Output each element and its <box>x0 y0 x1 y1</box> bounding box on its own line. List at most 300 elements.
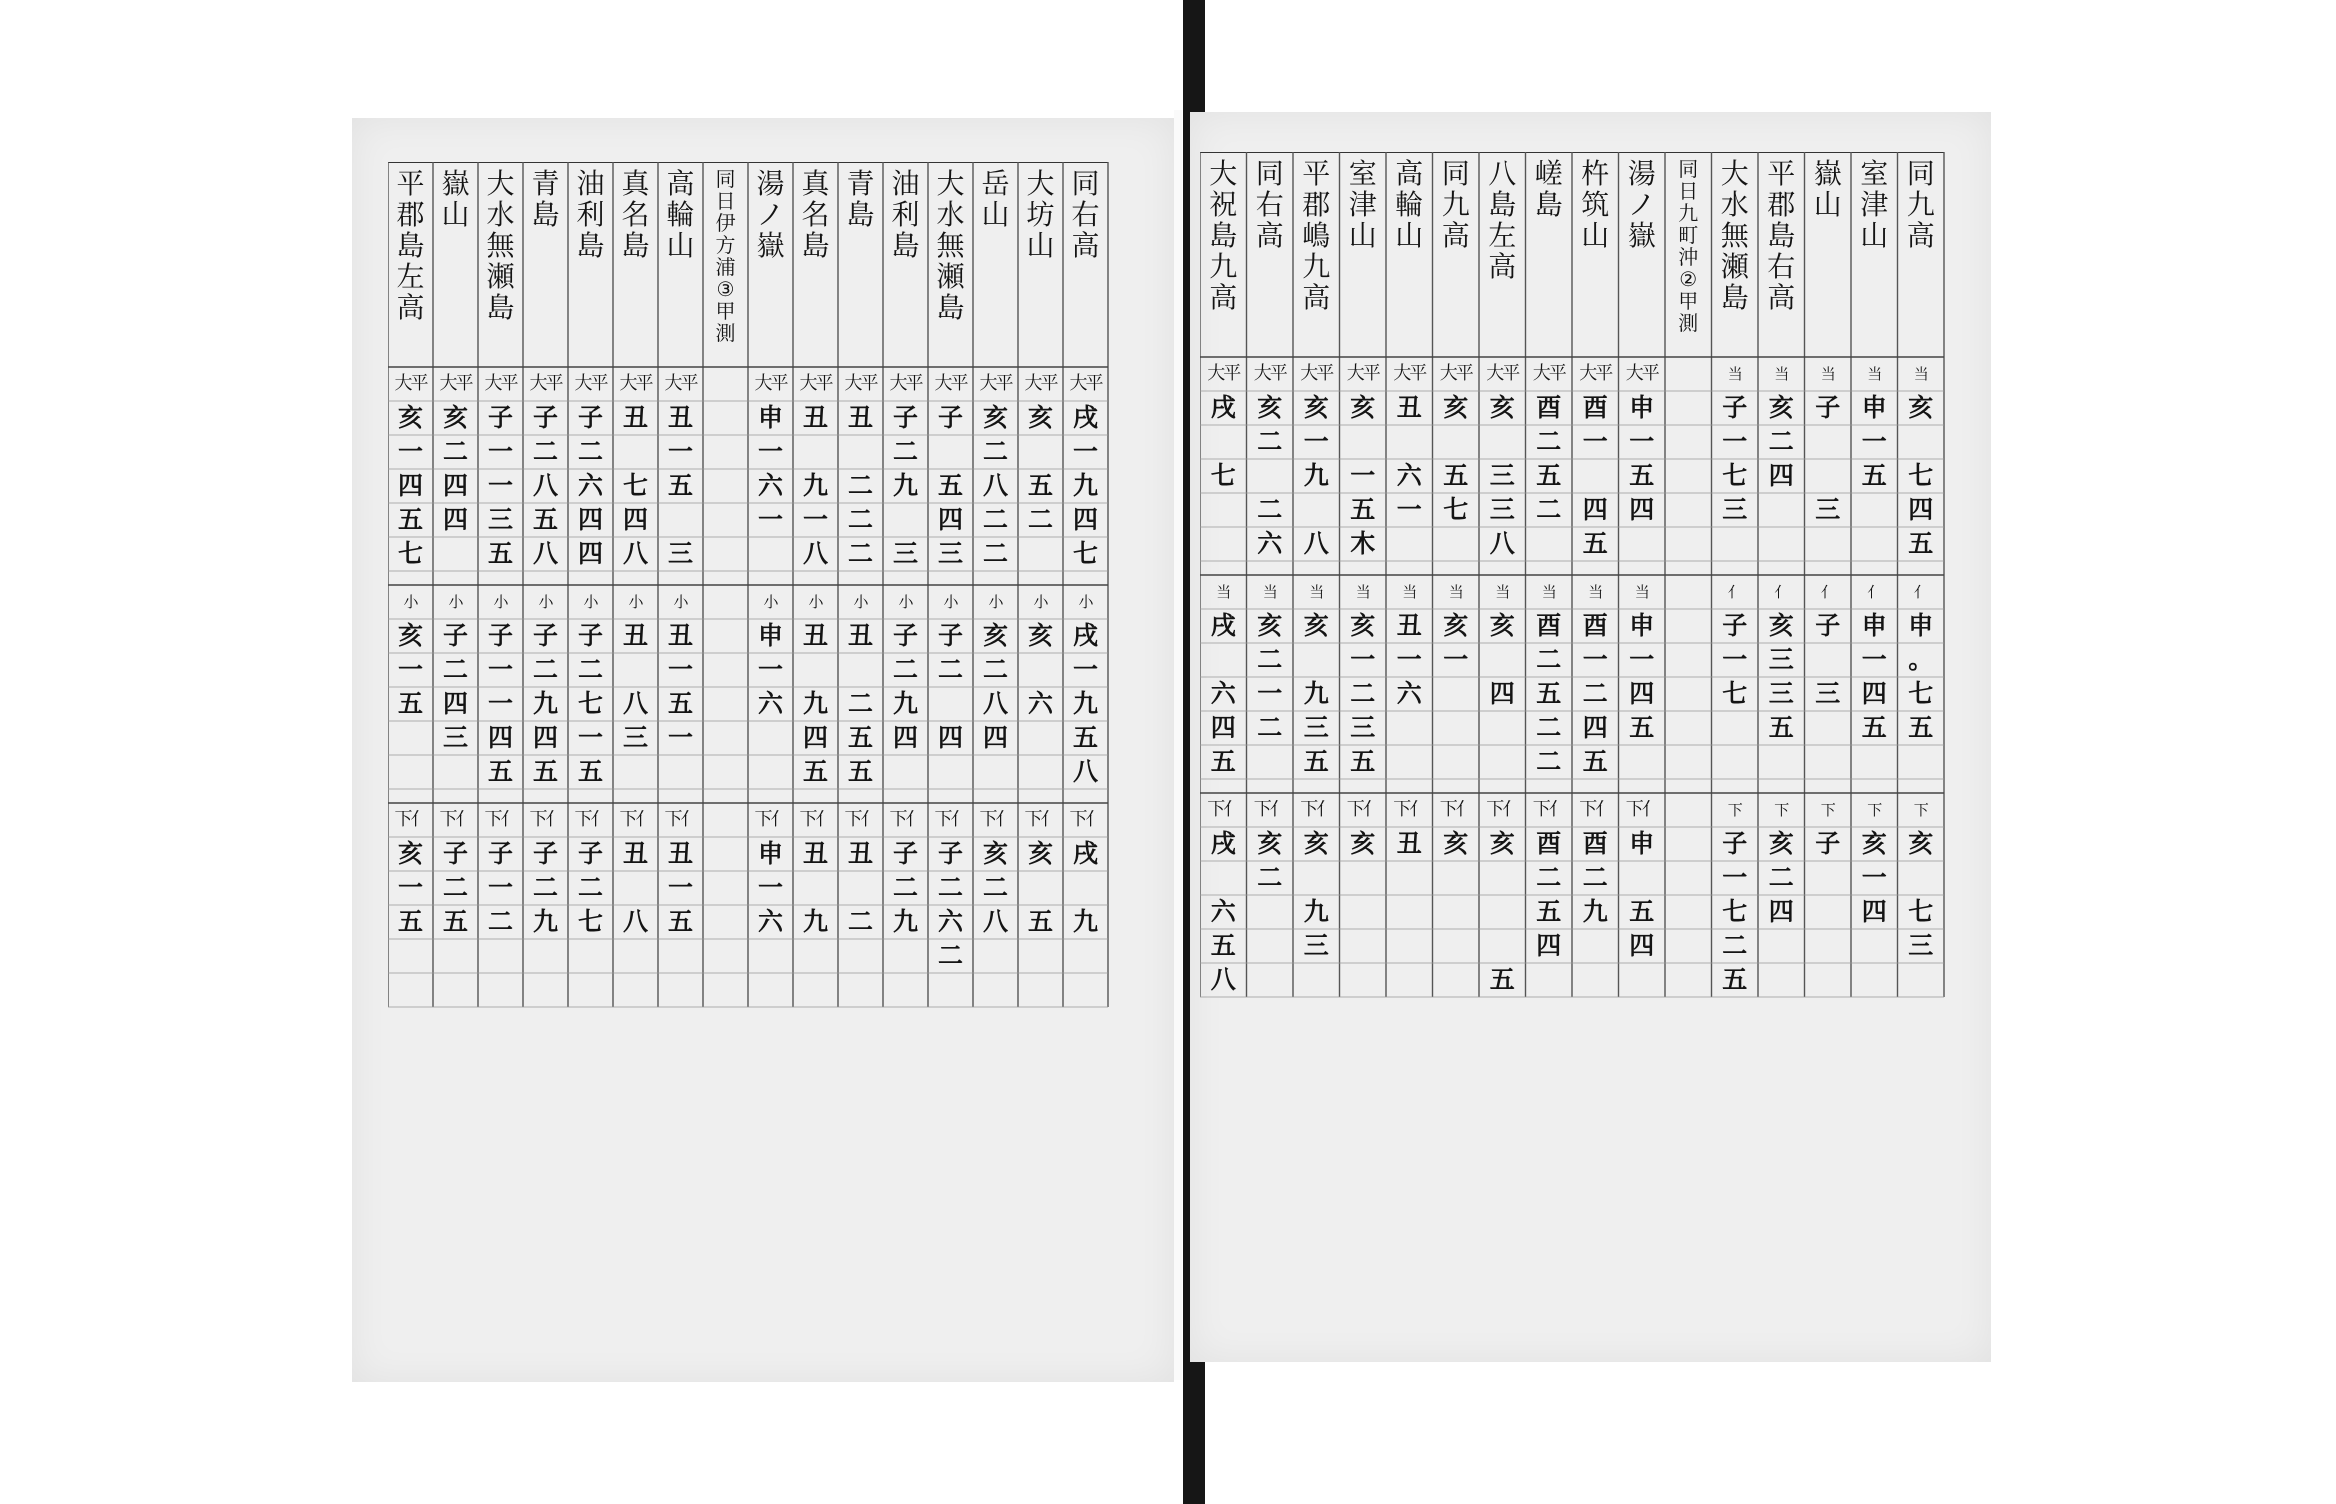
reading-value: 三 <box>1815 495 1841 524</box>
reading-label: 当 <box>1216 583 1231 601</box>
reading-value <box>1433 963 1480 997</box>
reading-value: 五 <box>847 757 873 786</box>
reading-value <box>1619 861 1666 895</box>
right-column-16 <box>1200 152 1247 997</box>
station-name-char: 高 <box>666 167 695 200</box>
reading-value: 一 <box>487 689 513 718</box>
station-name-char: 郡 <box>1767 188 1796 221</box>
reading-value <box>1386 963 1433 997</box>
station-name-char: 山 <box>441 198 470 231</box>
left-column-12 <box>568 162 613 1007</box>
reading-value: 九 <box>532 907 558 936</box>
right-column-3 <box>1805 152 1852 997</box>
reading-value: 亥 <box>1257 393 1283 422</box>
reading-value: 八 <box>622 689 648 718</box>
reading-value: 亥 <box>1768 611 1794 640</box>
station-name <box>1018 162 1063 367</box>
reading-group-3 <box>1433 793 1480 997</box>
reading-value: 九 <box>892 907 918 936</box>
reading-value <box>1758 527 1805 561</box>
reading-value <box>1805 527 1852 561</box>
reading-label: 小 <box>1033 593 1048 611</box>
reading-label: 当 <box>1541 583 1556 601</box>
station-name-char: 高 <box>396 291 425 324</box>
reading-value: 亥 <box>1908 829 1934 858</box>
station-name-char: 島 <box>891 229 920 262</box>
reading-value: 一 <box>1629 645 1655 674</box>
reading-value: 亥 <box>1489 829 1515 858</box>
reading-value: 五 <box>1027 471 1053 500</box>
reading-value: 子 <box>442 621 468 650</box>
station-name-char: 浦 <box>715 255 736 279</box>
reading-value <box>1898 425 1945 459</box>
reading-value <box>1898 861 1945 895</box>
reading-label <box>1665 357 1712 391</box>
reading-value: 二 <box>1257 713 1283 742</box>
reading-label <box>1665 793 1712 827</box>
reading-value <box>838 871 883 905</box>
reading-value: 八 <box>532 539 558 568</box>
station-name-char: 島 <box>1488 188 1517 221</box>
reading-value: 五 <box>667 689 693 718</box>
reading-value: 三 <box>1768 679 1794 708</box>
reading-value: 子 <box>937 839 963 868</box>
reading-label: 下亻 <box>574 809 607 830</box>
reading-value: 亥 <box>1303 611 1329 640</box>
reading-group-2 <box>1619 575 1666 779</box>
station-name-char: 名 <box>801 198 830 231</box>
reading-value <box>388 755 433 789</box>
reading-value <box>1018 871 1063 905</box>
reading-value: 八 <box>1489 529 1515 558</box>
station-name <box>1433 152 1480 357</box>
right-column-15 <box>1247 152 1294 997</box>
reading-label: 下亻 <box>1625 799 1658 820</box>
station-name <box>1665 152 1712 357</box>
reading-value: 戌 <box>1210 393 1236 422</box>
reading-value: 酉 <box>1582 611 1608 640</box>
reading-value: 二 <box>982 539 1008 568</box>
reading-value: 二 <box>847 539 873 568</box>
station-name-char: 山 <box>1860 219 1889 252</box>
reading-value <box>1758 929 1805 963</box>
reading-value: 子 <box>487 403 513 432</box>
reading-value <box>1898 745 1945 779</box>
reading-value: 四 <box>982 723 1008 752</box>
reading-value <box>703 537 748 571</box>
reading-label: 当 <box>1913 365 1928 383</box>
right-column-1 <box>1898 152 1945 997</box>
reading-value: 申 <box>1861 611 1887 640</box>
reading-value <box>388 721 433 755</box>
station-name-char: ③ <box>716 277 735 301</box>
reading-value: 五 <box>442 907 468 936</box>
reading-value: 四 <box>1768 897 1794 926</box>
reading-group-1 <box>1758 357 1805 561</box>
reading-value: 子 <box>1815 611 1841 640</box>
right-column-7 <box>1619 152 1666 997</box>
reading-value: 亥 <box>1027 403 1053 432</box>
reading-value <box>703 973 748 1007</box>
reading-value <box>658 503 703 537</box>
reading-value: 八 <box>622 907 648 936</box>
reading-group-1 <box>1433 357 1480 561</box>
reading-group-2 <box>1200 575 1247 779</box>
reading-value: 五 <box>1629 461 1655 490</box>
reading-label: 下亻 <box>1439 799 1472 820</box>
reading-value: 一 <box>397 437 423 466</box>
reading-value: 丑 <box>622 839 648 868</box>
reading-value <box>1433 425 1480 459</box>
station-name-char: 水 <box>936 198 965 231</box>
reading-value: 五 <box>397 689 423 718</box>
reading-value <box>1805 929 1852 963</box>
reading-value: 七 <box>1908 679 1934 708</box>
reading-value <box>1572 963 1619 997</box>
reading-value <box>1247 459 1294 493</box>
reading-value: 五 <box>1768 713 1794 742</box>
reading-value: 三 <box>1722 495 1748 524</box>
reading-group-2 <box>1293 575 1340 779</box>
station-name-char: 杵 <box>1581 157 1610 190</box>
reading-value: 一 <box>1861 427 1887 456</box>
reading-value: 五 <box>1908 529 1934 558</box>
reading-value <box>1665 643 1712 677</box>
reading-value <box>1665 963 1712 997</box>
reading-value: 四 <box>802 723 828 752</box>
station-name-char: 嶽 <box>756 229 785 262</box>
reading-value: 亥 <box>442 403 468 432</box>
reading-value: 二 <box>487 907 513 936</box>
station-name-char: 室 <box>1860 157 1889 190</box>
reading-value: 二 <box>1536 427 1562 456</box>
reading-value <box>1386 861 1433 895</box>
reading-value <box>1200 425 1247 459</box>
reading-value: 丑 <box>847 403 873 432</box>
reading-value: 六 <box>1396 679 1422 708</box>
reading-value <box>1712 745 1759 779</box>
reading-label: 小 <box>403 593 418 611</box>
reading-value: 五 <box>577 757 603 786</box>
reading-label: 小 <box>853 593 868 611</box>
reading-label: 下亻 <box>1207 799 1240 820</box>
reading-value: 九 <box>1582 897 1608 926</box>
reading-value <box>1805 963 1852 997</box>
reading-value: 四 <box>1629 495 1655 524</box>
reading-value: 五 <box>1210 747 1236 776</box>
reading-value <box>1619 527 1666 561</box>
reading-label: 小 <box>898 593 913 611</box>
reading-value <box>1479 745 1526 779</box>
reading-value: 一 <box>1350 645 1376 674</box>
reading-value: 三 <box>1489 495 1515 524</box>
station-name-char: 高 <box>1767 281 1796 314</box>
reading-label: 下亻 <box>979 809 1012 830</box>
reading-value: 亥 <box>397 403 423 432</box>
reading-value <box>1665 895 1712 929</box>
station-name-char: 同 <box>1678 157 1699 181</box>
reading-value <box>1572 459 1619 493</box>
reading-value: 一 <box>757 873 783 902</box>
reading-value <box>703 435 748 469</box>
reading-value <box>1433 929 1480 963</box>
reading-value <box>973 973 1018 1007</box>
reading-group-2 <box>568 585 613 789</box>
reading-label: 下亻 <box>1346 799 1379 820</box>
right-column-12 <box>1386 152 1433 997</box>
reading-group-2 <box>388 585 433 789</box>
reading-value: 二 <box>1536 863 1562 892</box>
reading-value: 申 <box>1629 393 1655 422</box>
station-name-char: 利 <box>891 198 920 231</box>
station-name-char: 九 <box>1302 250 1331 283</box>
reading-label: 当 <box>1495 583 1510 601</box>
reading-group-2 <box>838 585 883 789</box>
reading-group-2 <box>1386 575 1433 779</box>
reading-value: 五 <box>532 505 558 534</box>
reading-value <box>703 905 748 939</box>
reading-value: 一 <box>1722 645 1748 674</box>
station-name <box>478 162 523 367</box>
reading-group-3 <box>1665 793 1712 997</box>
station-name <box>388 162 433 367</box>
reading-value <box>613 435 658 469</box>
station-name-char: 島 <box>846 198 875 231</box>
reading-group-3 <box>1572 793 1619 997</box>
station-name-char: 岳 <box>981 167 1010 200</box>
reading-group-3 <box>433 803 478 1007</box>
reading-value <box>928 687 973 721</box>
reading-value <box>1293 963 1340 997</box>
right-column-2 <box>1851 152 1898 997</box>
station-name-char: 真 <box>621 167 650 200</box>
reading-value: 一 <box>1861 645 1887 674</box>
reading-value: 六 <box>577 471 603 500</box>
reading-group-2 <box>1247 575 1294 779</box>
reading-group-1 <box>1572 357 1619 561</box>
reading-value <box>793 939 838 973</box>
reading-value: 五 <box>847 723 873 752</box>
reading-value: 一 <box>1629 427 1655 456</box>
reading-value <box>793 973 838 1007</box>
station-name <box>1712 152 1759 357</box>
station-name-char: 島 <box>936 291 965 324</box>
reading-value: 一 <box>487 471 513 500</box>
reading-value: 四 <box>1489 679 1515 708</box>
reading-group-3 <box>658 803 703 1007</box>
reading-value <box>1665 391 1712 425</box>
reading-value: 木 <box>1350 529 1376 558</box>
reading-group-2 <box>433 585 478 789</box>
reading-value <box>1665 493 1712 527</box>
reading-value <box>1247 929 1294 963</box>
reading-label: 大平 <box>889 373 922 394</box>
reading-value: 四 <box>1582 495 1608 524</box>
reading-value: 二 <box>847 907 873 936</box>
reading-label: 下亻 <box>934 809 967 830</box>
reading-value <box>703 687 748 721</box>
reading-value <box>1479 861 1526 895</box>
reading-value <box>1340 861 1387 895</box>
station-name <box>613 162 658 367</box>
reading-value: 五 <box>1908 713 1934 742</box>
station-name-char: 甲 <box>715 299 736 323</box>
reading-value: 一 <box>667 873 693 902</box>
reading-value: 五 <box>1536 897 1562 926</box>
reading-value: 五 <box>1210 931 1236 960</box>
reading-group-3 <box>1712 793 1759 997</box>
reading-value: 四 <box>892 723 918 752</box>
reading-label: 大平 <box>1069 373 1102 394</box>
station-name-char: 島 <box>801 229 830 262</box>
reading-label <box>703 803 748 837</box>
reading-value: 丑 <box>667 403 693 432</box>
station-name-char: 青 <box>531 167 560 200</box>
station-name-char: 八 <box>1488 157 1517 190</box>
reading-value <box>1433 711 1480 745</box>
reading-label: 当 <box>1262 583 1277 601</box>
reading-value <box>613 939 658 973</box>
station-name <box>658 162 703 367</box>
reading-label: 大平 <box>529 373 562 394</box>
reading-value: 一 <box>667 655 693 684</box>
station-name-char: 室 <box>1348 157 1377 190</box>
right-page <box>1190 112 1991 1362</box>
station-name-char: 嵯 <box>1534 157 1563 190</box>
reading-value <box>1851 745 1898 779</box>
station-name-char: 山 <box>1581 219 1610 252</box>
reading-value <box>1386 895 1433 929</box>
reading-label: 大平 <box>934 373 967 394</box>
reading-label: 当 <box>1820 365 1835 383</box>
reading-value: 丑 <box>667 839 693 868</box>
reading-label: 亻 <box>1727 583 1742 601</box>
reading-value <box>1898 963 1945 997</box>
station-name-char: 島 <box>396 229 425 262</box>
station-name-char: 左 <box>396 260 425 293</box>
reading-value: 二 <box>982 655 1008 684</box>
reading-label: 大平 <box>1532 363 1565 384</box>
reading-value: 六 <box>1027 689 1053 718</box>
reading-value <box>703 755 748 789</box>
reading-label: 当 <box>1309 583 1324 601</box>
reading-value <box>838 939 883 973</box>
reading-value <box>1712 527 1759 561</box>
reading-value: 子 <box>532 403 558 432</box>
reading-value: 八 <box>532 471 558 500</box>
reading-value: 二 <box>1536 747 1562 776</box>
reading-value: 三 <box>1768 645 1794 674</box>
left-column-5 <box>883 162 928 1007</box>
station-name-char: 同 <box>1441 157 1470 190</box>
reading-value <box>1805 861 1852 895</box>
reading-value <box>1665 929 1712 963</box>
reading-label: 下亻 <box>394 809 427 830</box>
reading-value: 九 <box>1072 471 1098 500</box>
reading-label: 当 <box>1634 583 1649 601</box>
reading-value: 三 <box>1489 461 1515 490</box>
reading-group-1 <box>1200 357 1247 561</box>
right-column-5 <box>1712 152 1759 997</box>
station-name-char: 高 <box>1255 219 1284 252</box>
reading-value: 九 <box>532 689 558 718</box>
reading-group-3 <box>1758 793 1805 997</box>
reading-value <box>1665 711 1712 745</box>
reading-value <box>748 755 793 789</box>
reading-value: 丑 <box>622 621 648 650</box>
station-name <box>1572 152 1619 357</box>
reading-value: 八 <box>982 907 1008 936</box>
reading-value: 一 <box>1396 495 1422 524</box>
reading-value: 二 <box>577 437 603 466</box>
station-name-char: 津 <box>1860 188 1889 221</box>
reading-label: 大平 <box>1346 363 1379 384</box>
reading-value: 二 <box>1582 679 1608 708</box>
reading-value: 一 <box>1582 645 1608 674</box>
station-name-char: 山 <box>666 229 695 262</box>
reading-value <box>1340 963 1387 997</box>
reading-group-1 <box>1063 367 1108 571</box>
reading-value: 一 <box>397 655 423 684</box>
reading-value <box>748 939 793 973</box>
reading-value <box>1018 721 1063 755</box>
reading-value: 五 <box>802 757 828 786</box>
reading-value <box>613 755 658 789</box>
reading-label: 下亻 <box>529 809 562 830</box>
reading-value <box>703 503 748 537</box>
reading-value: 一 <box>1350 461 1376 490</box>
reading-value <box>1293 861 1340 895</box>
right-column-6 <box>1665 152 1712 997</box>
station-name <box>1293 152 1340 357</box>
reading-value: 四 <box>577 505 603 534</box>
reading-value <box>523 973 568 1007</box>
reading-group-1 <box>1293 357 1340 561</box>
reading-value <box>1479 895 1526 929</box>
reading-value: 七 <box>577 907 603 936</box>
reading-value <box>748 973 793 1007</box>
reading-value: 二 <box>442 655 468 684</box>
station-name-char: 島 <box>1534 188 1563 221</box>
reading-value: 六 <box>1396 461 1422 490</box>
reading-value <box>1619 745 1666 779</box>
reading-value: 四 <box>397 471 423 500</box>
station-name-char: 嶽 <box>441 167 470 200</box>
reading-value: 亥 <box>1768 829 1794 858</box>
reading-value: 五 <box>667 907 693 936</box>
reading-value: 子 <box>892 403 918 432</box>
reading-value: 子 <box>532 839 558 868</box>
left-page <box>352 118 1174 1382</box>
reading-value: 五 <box>1350 747 1376 776</box>
reading-value <box>1805 895 1852 929</box>
reading-value: 亥 <box>1350 611 1376 640</box>
station-name-char: 大 <box>1720 157 1749 190</box>
reading-value: 子 <box>1815 829 1841 858</box>
station-name <box>883 162 928 367</box>
left-column-6 <box>838 162 883 1007</box>
reading-value <box>613 653 658 687</box>
reading-value: 一 <box>667 437 693 466</box>
station-name-char: 水 <box>486 198 515 231</box>
reading-value <box>973 755 1018 789</box>
reading-value <box>883 939 928 973</box>
reading-value <box>703 871 748 905</box>
reading-label: 大平 <box>1300 363 1333 384</box>
reading-group-1 <box>658 367 703 571</box>
station-name-char: 青 <box>846 167 875 200</box>
reading-label <box>703 585 748 619</box>
